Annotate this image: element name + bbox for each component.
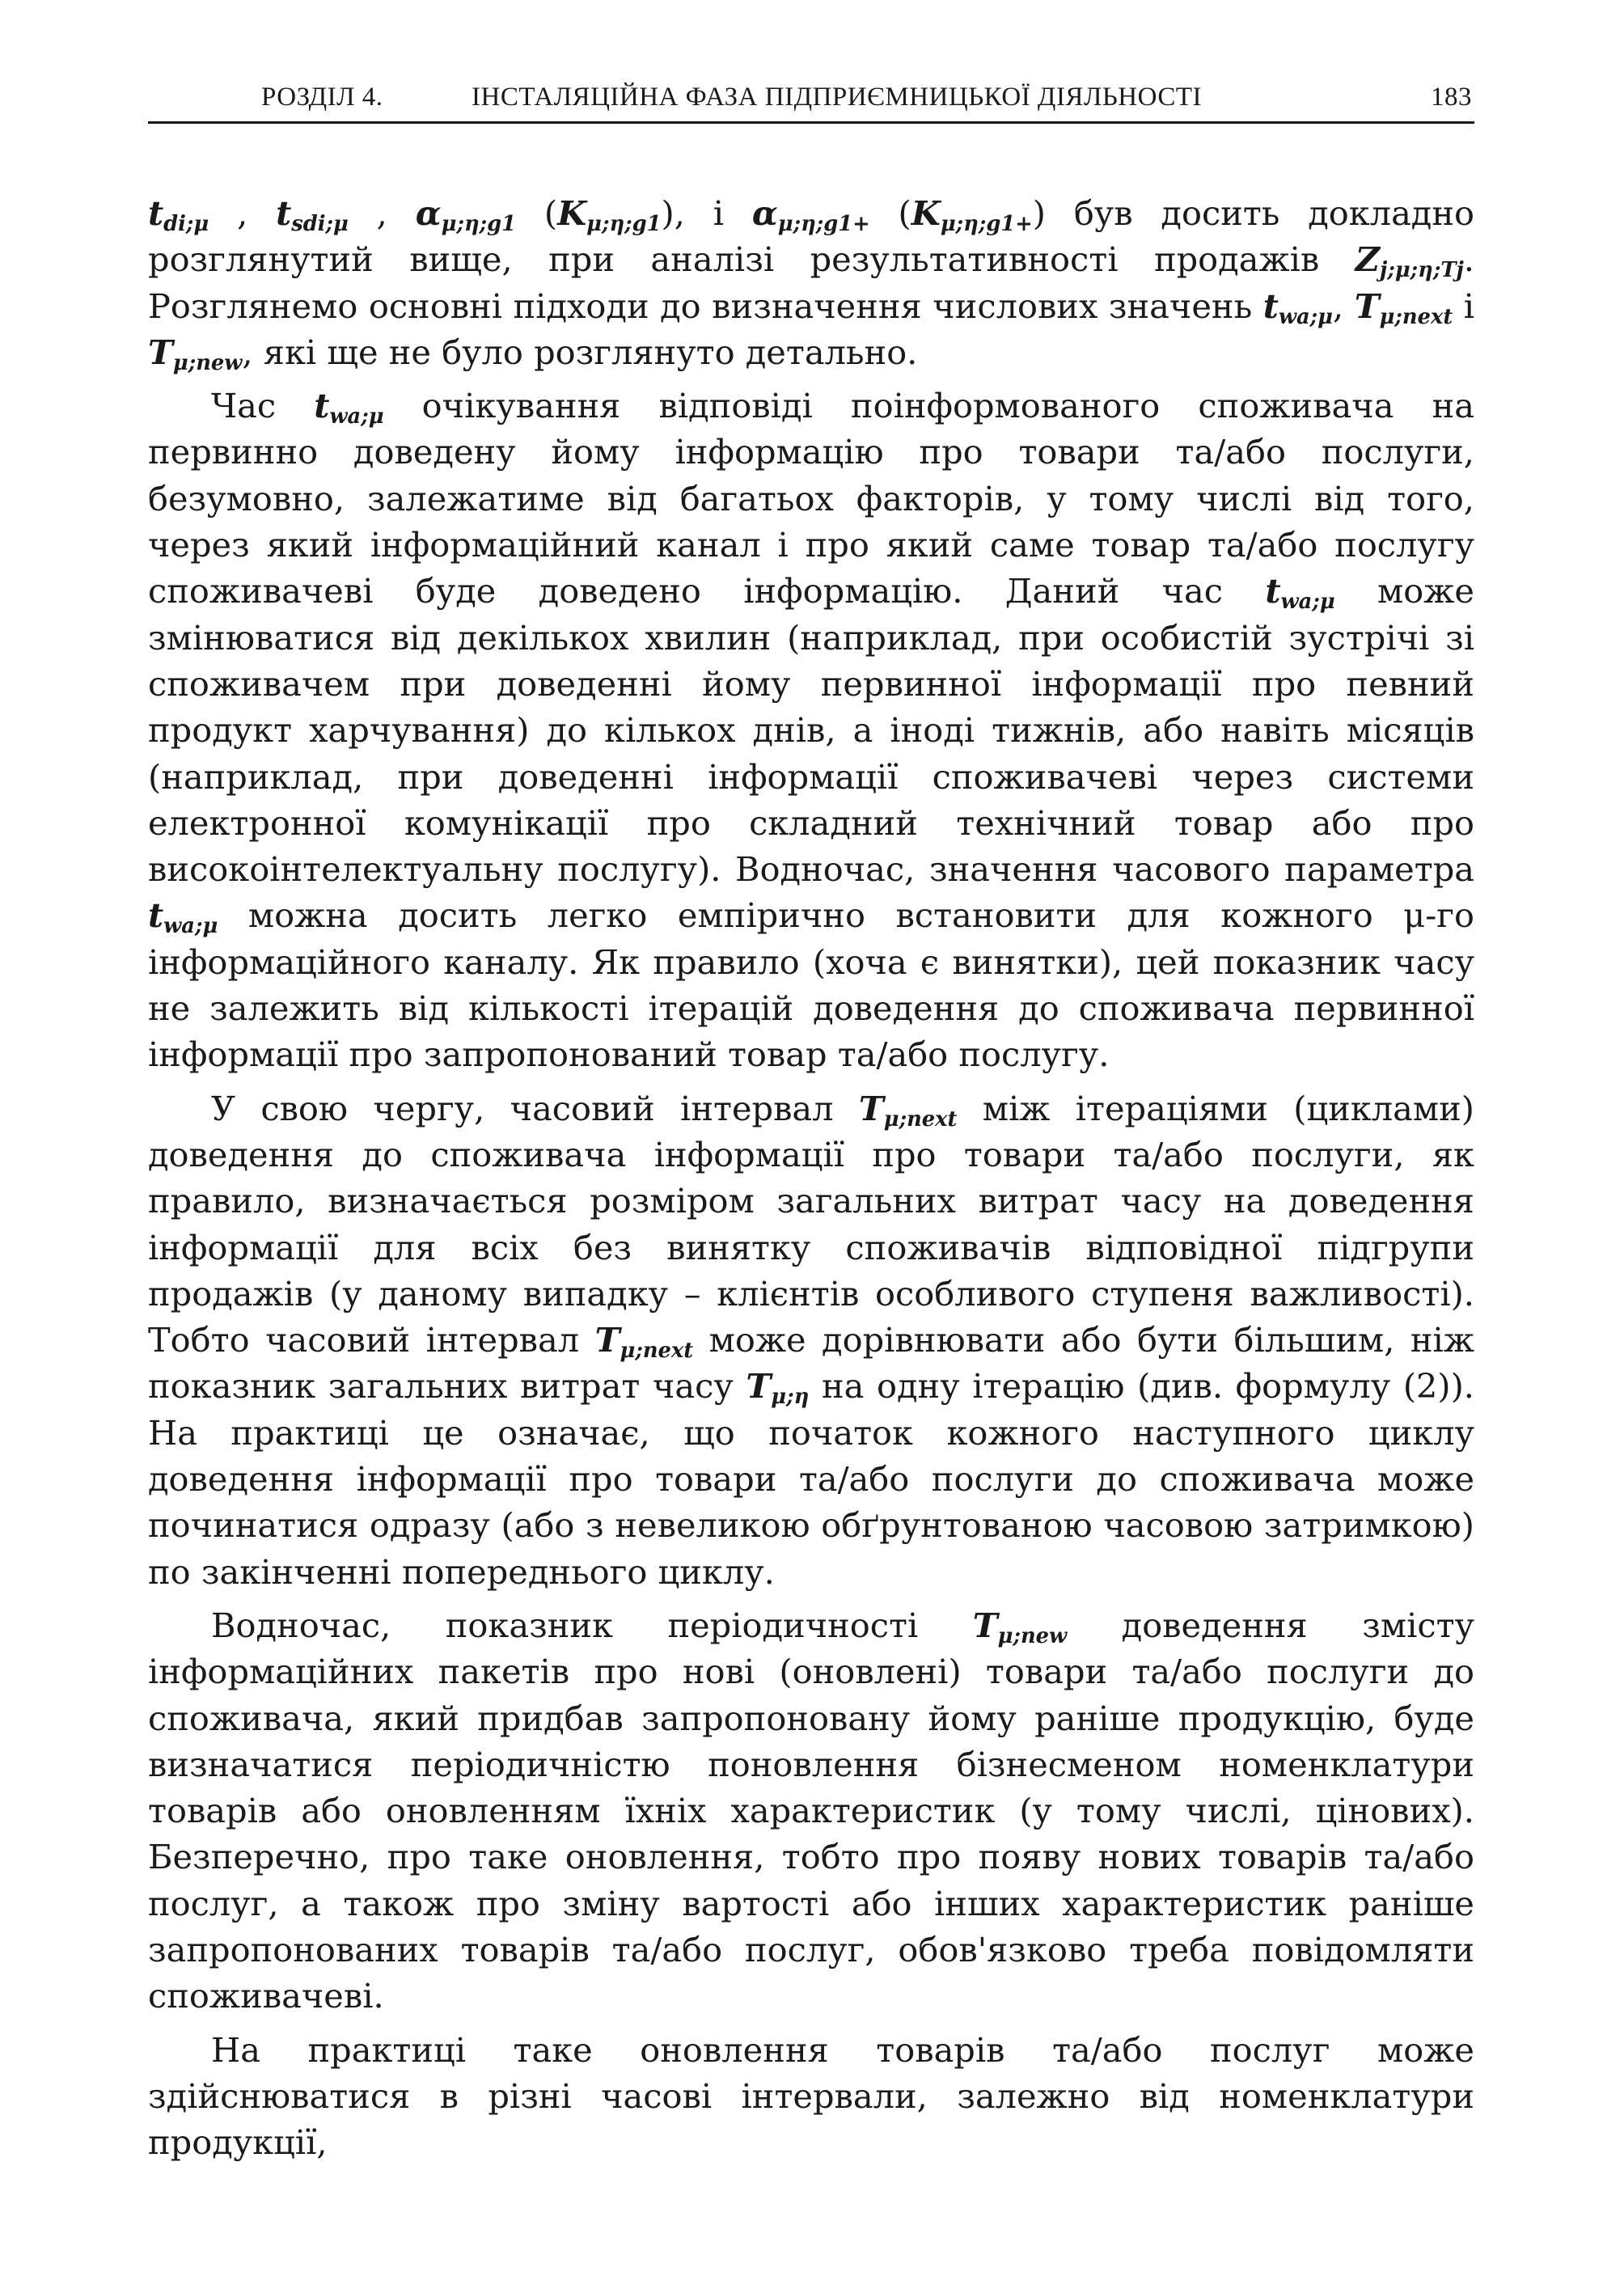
page-number: 183: [1431, 82, 1472, 112]
paragraph-5: На практиці таке оновлення товарів та/або послуг може здійснюватися в різні часові інтервали, залежно від номенклатури продукції,: [148, 2029, 1474, 2163]
formula-t-wa: $t_{wa;\mu}$: [1265, 571, 1335, 615]
formula-t-next: $T_{\mu;next}$: [1354, 286, 1453, 329]
formula-t-wa: $t_{wa;\mu}$: [148, 895, 218, 939]
paragraph-2: Час $t_{wa;\mu}$ очікування відповіді поінформованого споживача на первинно доведену йому інформацію про товари та/або послуги, безумовно, залежатиме від багатьох факторів, у тому числі від того, через який інформаційний канал і про який саме товар та/або послугу споживачеві буде доведено інформацію. Даний час $t_{wa;\mu}$ може змінюватися від декількох хвилин (наприклад, при особистій зустрічі зі споживачем при доведенні йому первинної інформації про певний продукт харчування) до кількох днів, а іноді тижнів, або навіть місяців (наприклад, при доведенні інформації споживачеві через системи електронної комунікації про складний технічний товар або про високоінтелектуальну послугу). Водночас, значення часового параметра $t_{wa;\mu}$ можна досить легко емпірично встановити для кожного μ-го інформаційного каналу. Як правило (хоча є винятки), цей показник часу не залежить від кількості ітерацій доведення до споживача первинної інформації про запропонований товар та/або послугу.: [148, 386, 1474, 1075]
formula-t-di: $t_{di;\mu}$: [148, 193, 209, 237]
formula-t-wa: $t_{wa;\mu}$: [1262, 286, 1333, 329]
chapter-label: РОЗДІЛ 4.: [261, 82, 383, 112]
chapter-title: ІНСТАЛЯЦІЙНА ФАЗА ПІДПРИЄМНИЦЬКОЇ ДІЯЛЬНОСТІ: [472, 82, 1202, 112]
formula-t-wa: $t_{wa;\mu}$: [314, 386, 384, 429]
formula-t-new: $T_{\mu;new}$: [972, 1605, 1068, 1649]
formula-t-sdi: $t_{sdi;\mu}$: [276, 193, 349, 237]
paragraph-4: Водночас, показник періодичності $T_{\mu;new}$ доведення змісту інформаційних пакетів про нові (оновлені) товари та/або послуги до споживача, який придбав запропоновану йому раніше продукцію, буде визначатися періодичністю поновлення бізнесменом номенклатури товарів або оновленням їхніх характеристик (у тому числі, цінових). Безперечно, про таке оновлення, тобто про появу нових товарів та/або послуг, а також про зміну вартості або інших характеристик раніше запропонованих товарів та/або послуг, обов'язково треба повідомляти споживачеві.: [148, 1605, 1474, 2016]
running-header: [148, 81, 1474, 124]
formula-z: $Z_{j;\mu;\eta;Tj}$: [1355, 239, 1464, 283]
formula-alpha-g1: $\alpha_{\mu;\eta;g1}$: [415, 193, 517, 237]
formula-alpha-g1-plus: $\alpha_{\mu;\eta;g1+}$: [751, 193, 870, 237]
formula-t-new: $T_{\mu;new}$: [148, 332, 243, 376]
paragraph-3: У свою чергу, часовий інтервал $T_{\mu;next}$ між ітераціями (циклами) доведення до споживача інформації про товари та/або послуги, як правило, визначається розміром загальних витрат часу на доведення інформації для всіх без винятку споживачів відповідної підгрупи продажів (у даному випадку – клієнтів особливого ступеня важливості). Тобто часовий інтервал $T_{\mu;next}$ може дорівнювати або бути більшим, ніж показник загальних витрат часу $T_{\mu;\eta}$ на одну ітерацію (див. формулу (2)). На практиці це означає, що початок кожного наступного циклу доведення інформації про товари та/або послуги до споживача може починатися одразу (або з невеликою обґрунтованою часовою затримкою) по закінченні попереднього циклу.: [148, 1088, 1474, 1592]
paragraph-1: $t_{di;\mu}$ , $t_{sdi;\mu}$ , $\alpha_{\mu;\eta;g1}$ $(K_{\mu;\eta;g1})$, і $\alpha_{\mu;\eta;g1+}$ $(K_{\mu;\eta;g1+})$ був досить докладно розглянутий вище, при аналізі результативності продажів $Z_{j;\mu;\eta;Tj}$. Розглянемо основні підходи до визначення числових значень $t_{wa;\mu}$, $T_{\mu;next}$ і $T_{\mu;new}$, які ще не було розглянуто детально.: [148, 193, 1475, 376]
formula-k-g1: $K_{\mu;\eta;g1}$: [557, 193, 662, 237]
body-text: [148, 190, 1474, 2172]
formula-t-mu-eta: $T_{\mu;\eta}$: [746, 1366, 810, 1410]
formula-t-next: $T_{\mu;next}$: [594, 1320, 694, 1364]
formula-k-g1-plus: $K_{\mu;\eta;g1+}$: [911, 193, 1033, 237]
formula-t-next: $T_{\mu;next}$: [858, 1088, 958, 1132]
